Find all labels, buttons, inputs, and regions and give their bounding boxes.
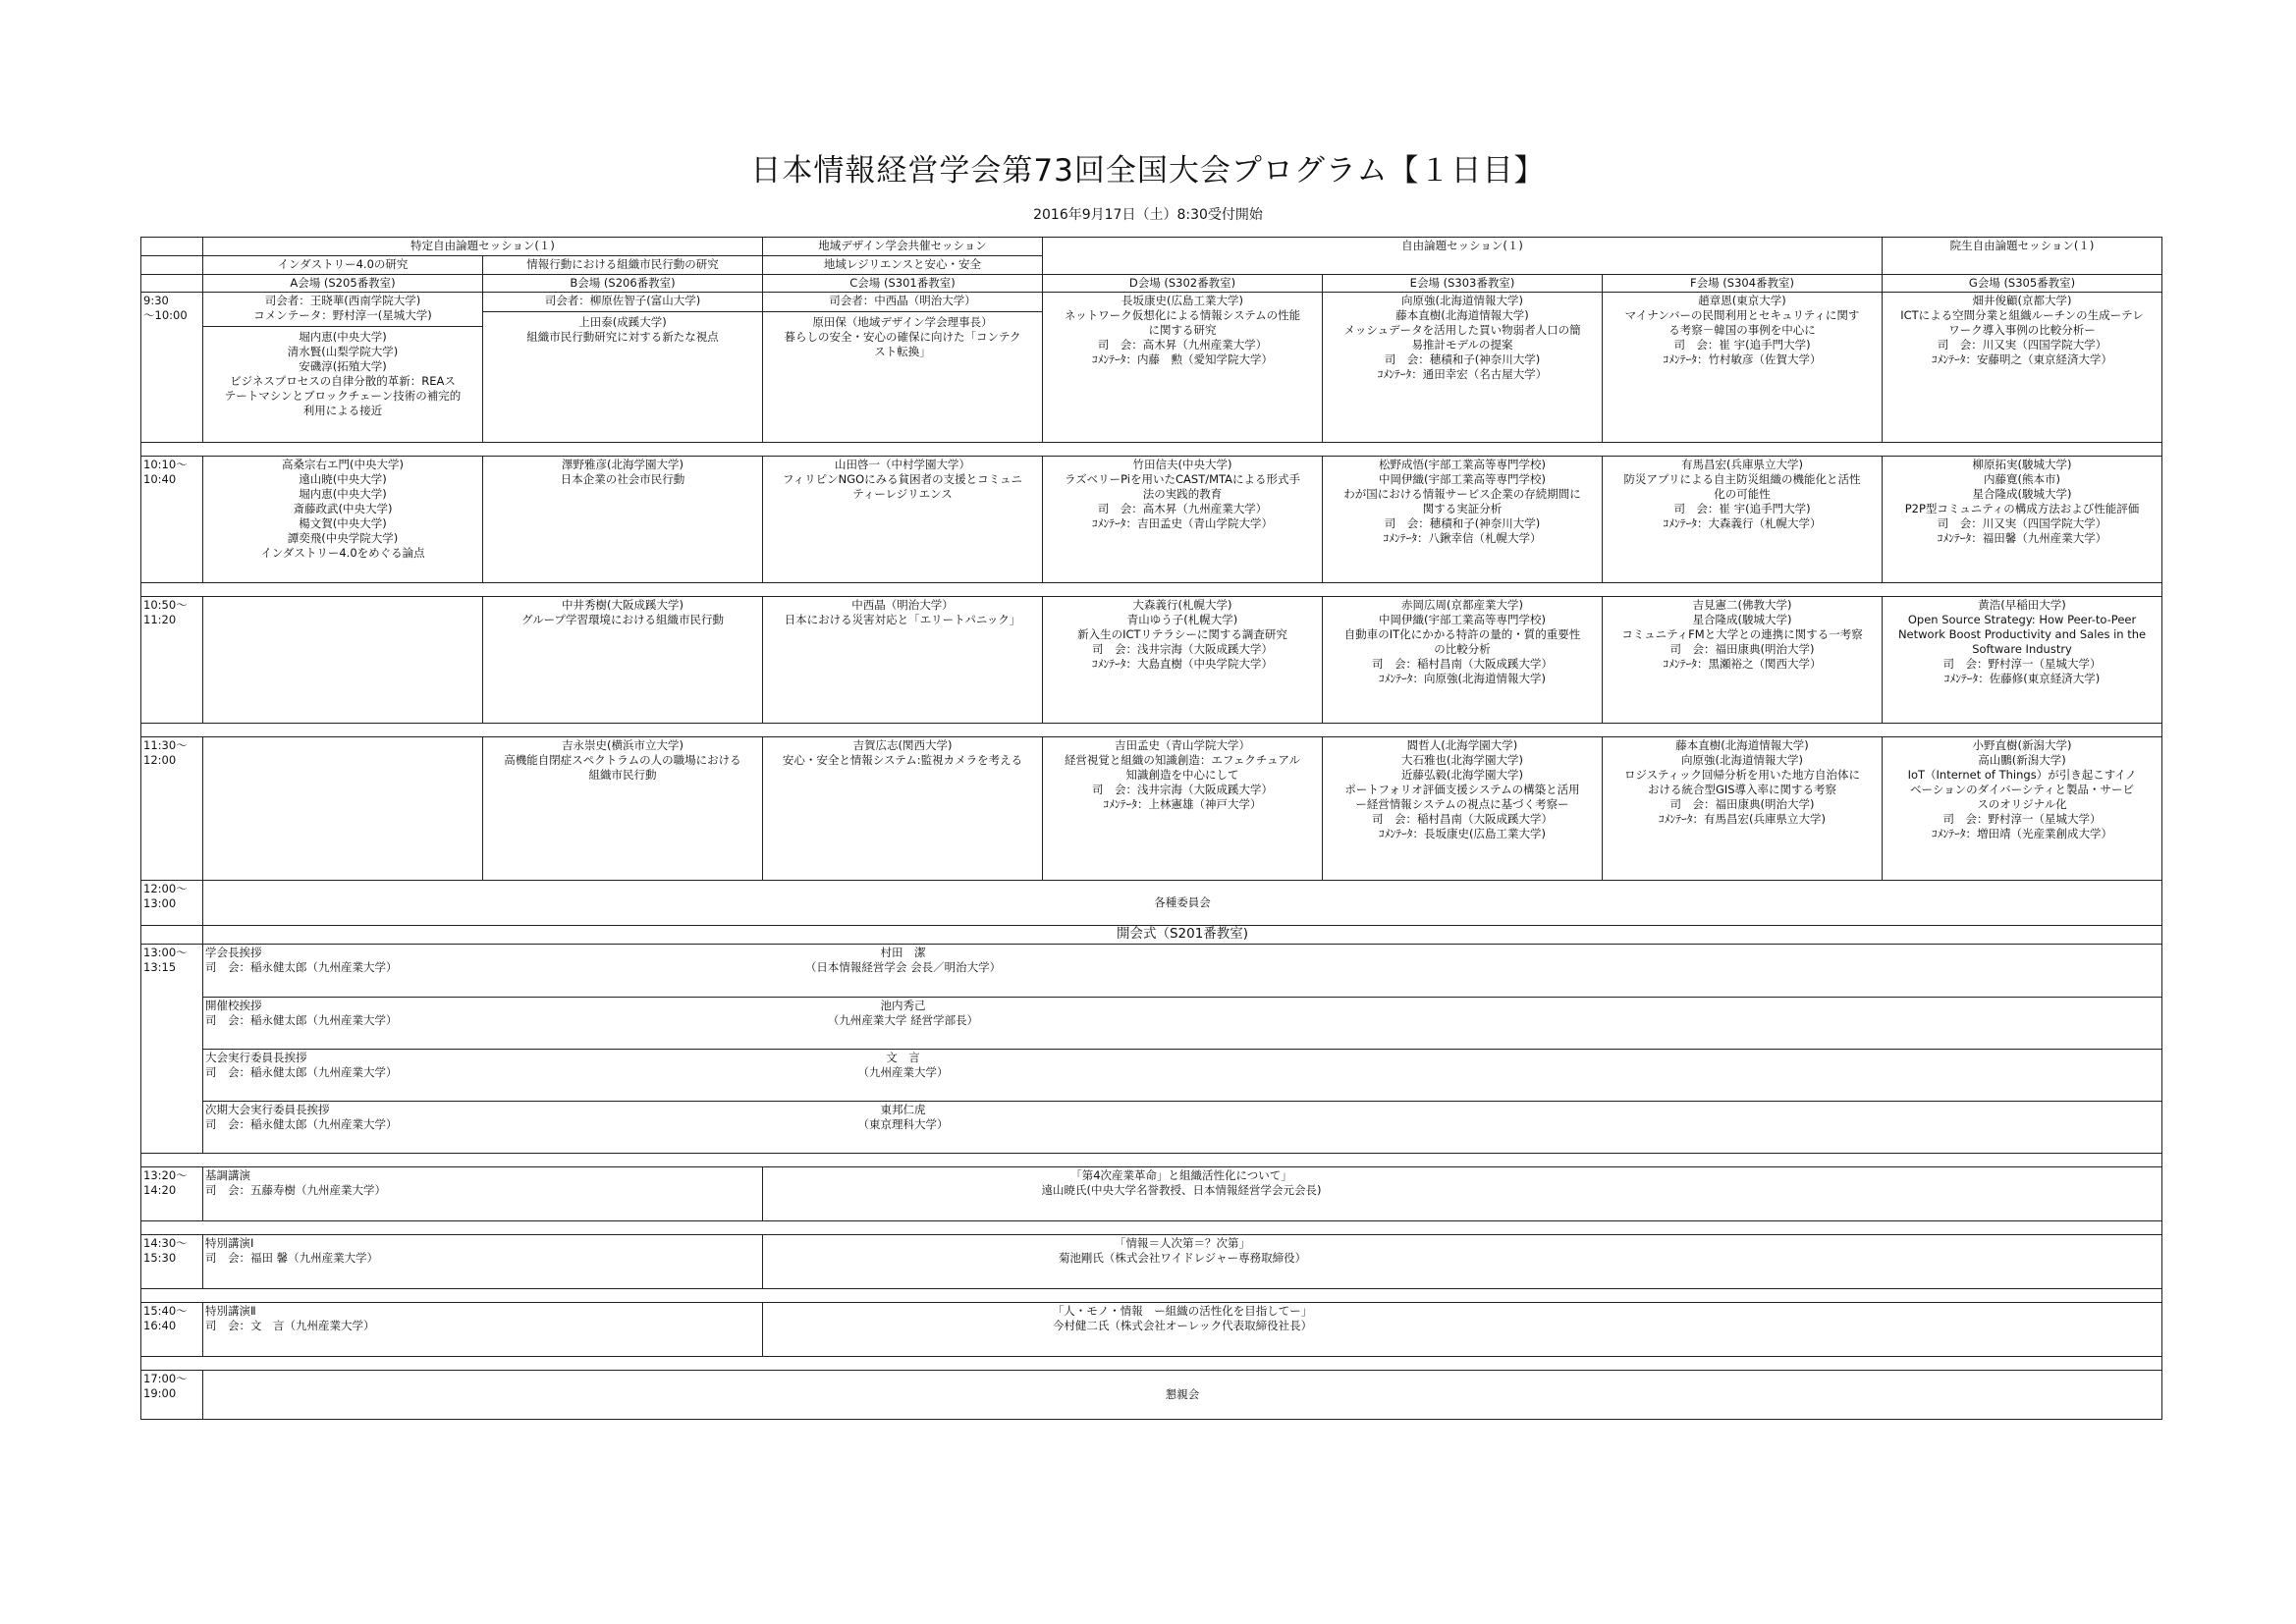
session-slot3-e xyxy=(1323,597,1603,724)
session-line: 高機能自閉症スペクトラムの人の職場における xyxy=(504,753,741,767)
header-corner-2 xyxy=(141,256,203,275)
session-line: 司会者：王晓華(西南学院大学) xyxy=(264,294,421,307)
session-line: 易推計モデルの提案 xyxy=(1411,338,1513,352)
opening-name: 池内秀己 xyxy=(880,998,926,1012)
session-line: ｺﾒﾝﾃｰﾀ：通田幸宏（名古屋大学） xyxy=(1377,367,1548,381)
session-line: わが国における情報サービス企業の存続期間に xyxy=(1343,487,1581,501)
session-line: スト転換」 xyxy=(874,345,931,358)
room-header-b: B会場 (S206番教室) xyxy=(483,275,763,293)
session-line: 近藤弘毅(北海学園大学) xyxy=(1401,768,1523,782)
opening-blank xyxy=(1603,945,2162,997)
session-line: 中井秀樹(大阪成蹊大学) xyxy=(562,598,683,612)
time-party: 17:00～ 19:00 xyxy=(141,1371,203,1420)
session-line: 関する実証分析 xyxy=(1422,502,1503,515)
session-line: 司 会：稲村昌南（大阪成蹊大学） xyxy=(1372,657,1553,671)
session-line: メッシュデータを活用した買い物弱者人口の簡 xyxy=(1343,323,1581,337)
time-lunch: 12:00～ 13:00 xyxy=(141,881,203,926)
session-line: 司 会：崔 宇(追手門大学) xyxy=(1673,502,1811,515)
session-line: 司 会：福田康典(明治大学) xyxy=(1669,642,1815,656)
session-line: 経営視覚と組織の知識創造：エフェクチュアル xyxy=(1064,753,1301,767)
opening-affil: （東京理科大学） xyxy=(857,1116,949,1131)
theme-b: 情報行動における組織市民行動の研究 xyxy=(483,256,763,275)
session-line: ｺﾒﾝﾃｰﾀ：大島直樹（中央学院大学） xyxy=(1092,657,1273,671)
session-line: ワーク導入事例の比較分析ー xyxy=(1948,323,2096,337)
session-line: 組織市民行動 xyxy=(588,768,657,782)
session-line: の比較分析 xyxy=(1434,642,1491,656)
time-slot4 xyxy=(141,737,203,881)
session-slot3-a xyxy=(203,597,483,724)
track-special-header: 特定自由論題セッション(１) xyxy=(203,238,763,256)
session-line: 堀内恵(中央大学) xyxy=(299,330,387,344)
header-corner xyxy=(141,238,203,256)
session-line: に関する研究 xyxy=(1148,323,1217,337)
session-slot4-e xyxy=(1323,737,1603,881)
session-line: 10:50～ xyxy=(143,598,188,612)
special1-role: 特別講演Ⅰ 司 会：福田 馨（九州産業大学） xyxy=(203,1235,763,1289)
session-slot2-g xyxy=(1883,457,2162,583)
session-slot1-b xyxy=(483,293,763,443)
room-header-a: A会場 (S205番教室) xyxy=(203,275,483,293)
session-slot1-a xyxy=(203,293,483,443)
opening-speaker-0 xyxy=(483,945,1323,997)
session-line: 10:40 xyxy=(143,472,177,486)
session-line: 吉永崇史(横浜市立大学) xyxy=(562,738,683,752)
session-line: 利用による接近 xyxy=(302,404,383,417)
session-line: 10:10～ xyxy=(143,458,188,471)
session-line: 藤本直樹(北海道情報大学) xyxy=(1395,308,1529,322)
room-header-d: D会場 (S302番教室) xyxy=(1043,275,1323,293)
session-line: 黄浩(早稲田大学) xyxy=(1978,598,2066,612)
session-line: Open Source Strategy: How Peer-to-Peer xyxy=(1907,613,2137,626)
opening-chair: 司 会：稲永健太郎（九州産業大学） xyxy=(205,960,398,974)
session-line: 組織市民行動研究に対する新たな視点 xyxy=(526,330,719,344)
session-line: 斎藤政武(中央大学) xyxy=(293,502,393,515)
session-line: ｺﾒﾝﾃｰﾀ：八鍬幸信（札幌大学） xyxy=(1383,531,1542,545)
session-line: ラズベリーPiを用いたCAST/MTAによる形式手 xyxy=(1064,472,1301,486)
track-regional-header: 地域デザイン学会共催セッション xyxy=(763,238,1043,256)
session-line: 11:20 xyxy=(143,613,177,626)
session-line: 堀内恵(中央大学) xyxy=(299,487,387,501)
session-line: 畑井俊顧(京都大学) xyxy=(1972,294,2072,307)
session-slot4-a xyxy=(203,737,483,881)
session-slot2-a xyxy=(203,457,483,583)
session-line: 星合隆成(駿城大学) xyxy=(1692,613,1792,626)
session-line: ｺﾒﾝﾃｰﾀ：黒瀬裕之（関西大学） xyxy=(1663,657,1822,671)
divider xyxy=(483,311,762,312)
session-line: 12:00 xyxy=(143,753,177,767)
session-line: 新入生のICTリテラシーに関する調査研究 xyxy=(1077,627,1287,641)
opening-affil: （九州産業大学） xyxy=(857,1064,949,1079)
session-line: 司 会：野村淳一（星城大学） xyxy=(1942,812,2102,826)
session-slot3-g xyxy=(1883,597,2162,724)
page-subtitle: 2016年9月17日（土）8:30受付開始 xyxy=(1033,207,1263,223)
session-line: ビジネスプロセスの自律分散的革新：REAス xyxy=(230,374,456,388)
session-line: ｺﾒﾝﾃｰﾀ：向原強(北海道情報大学) xyxy=(1379,672,1546,685)
session-line: 大石雅也(北海学園大学) xyxy=(1401,753,1523,767)
session-line: 司 会：高木昇（九州産業大学） xyxy=(1097,338,1268,352)
session-line: 日本企業の社会市民行動 xyxy=(560,472,685,486)
session-slot2-d xyxy=(1043,457,1323,583)
special2-role: 特別講演Ⅱ 司 会：文 言（九州産業大学） xyxy=(203,1303,763,1357)
session-slot4-g xyxy=(1883,737,2162,881)
session-line: 自動車のIT化にかかる特許の量的・質的重要性 xyxy=(1343,627,1581,641)
session-line: 山田啓一（中村学園大学） xyxy=(835,458,970,471)
session-line: 清水賢(山梨学院大学) xyxy=(287,345,399,358)
opening-chair: 司 会：稲永健太郎（九州産業大学） xyxy=(205,1116,398,1131)
session-line: 原田保（地域デザイン学会理事長） xyxy=(812,315,993,329)
committee-meetings: 各種委員会 xyxy=(203,881,2162,926)
session-line: 暮らしの安全・安心の確保に向けた「コンテク xyxy=(784,330,1021,344)
program-table xyxy=(140,237,2162,1420)
session-line: 譚奕飛(中央学院大学) xyxy=(287,531,399,545)
session-line: 内藤寛(熊本市) xyxy=(1984,472,2061,486)
opening-blank xyxy=(1603,1101,2162,1153)
opening-role: 次期大会実行委員長挨拶 xyxy=(205,1102,330,1116)
session-line: ｺﾒﾝﾃｰﾀ：増田靖（光産業創成大学） xyxy=(1932,827,2113,840)
session-line: 中西晶（明治大学） xyxy=(851,598,954,612)
session-line: 青山ゆう子(札幌大学) xyxy=(1126,613,1238,626)
session-line: 閻哲人(北海学園大学) xyxy=(1406,738,1518,752)
opening-speaker-1 xyxy=(483,997,1323,1049)
opening-subtable xyxy=(203,945,2162,1153)
divider xyxy=(763,311,1042,312)
session-line: インダストリー4.0をめぐる論点 xyxy=(260,546,425,560)
session-line: 吉田孟史（青山学院大学） xyxy=(1115,738,1250,752)
opening-corner xyxy=(141,926,203,945)
opening-speeches xyxy=(203,945,2162,1154)
time-slot3 xyxy=(141,597,203,724)
session-slot3-d xyxy=(1043,597,1323,724)
opening-name: 文 言 xyxy=(886,1050,920,1064)
session-slot1-c xyxy=(763,293,1043,443)
divider xyxy=(203,326,482,327)
session-slot1-d xyxy=(1043,293,1323,443)
theme-a: インダストリー4.0の研究 xyxy=(203,256,483,275)
session-line: ポートフォリオ評価支援システムの構築と活用 xyxy=(1344,783,1580,796)
session-line: 司 会：穂積和子(神奈川大学) xyxy=(1384,352,1541,366)
session-line: テートマシンとブロックチェーン技術の補完的 xyxy=(224,389,462,403)
session-slot4-f xyxy=(1603,737,1883,881)
session-line: 柳原拓実(駿城大学) xyxy=(1972,458,2072,471)
session-line: 遠山暁(中央大学) xyxy=(299,472,387,486)
session-line: 大森義行(札幌大学) xyxy=(1132,598,1232,612)
session-line: 星合隆成(駿城大学) xyxy=(1972,487,2072,501)
opening-blank xyxy=(1603,1049,2162,1101)
opening-role: 開催校挨拶 xyxy=(205,998,262,1012)
session-line: ICTによる空間分業と組織ルーチンの生成ーテレ xyxy=(1900,308,2144,322)
session-line: スのオリジナル化 xyxy=(1977,797,2067,811)
time-slot2 xyxy=(141,457,203,583)
session-line: 9:30 xyxy=(143,294,169,307)
session-line: マイナンバーの民間利用とセキュリティに関す xyxy=(1624,308,1860,322)
session-line: 化の可能性 xyxy=(1714,487,1771,501)
session-line: る考察－韓国の事例を中心に xyxy=(1668,323,1816,337)
session-slot3-c xyxy=(763,597,1043,724)
session-line: P2P型コミュニティの構成方法および性能評価 xyxy=(1904,502,2140,515)
session-line: グループ学習環境における組織市民行動 xyxy=(520,613,725,626)
session-line: 司 会：川又実（四国学院大学） xyxy=(1937,516,2107,530)
session-slot4-b xyxy=(483,737,763,881)
session-line: ｺﾒﾝﾃｰﾀ：上林憲雄（神戸大学） xyxy=(1103,797,1262,811)
session-slot2-e xyxy=(1323,457,1603,583)
session-line: 藤本直樹(北海道情報大学) xyxy=(1675,738,1809,752)
session-line: ｺﾒﾝﾃｰﾀ：安藤明之（東京経済大学） xyxy=(1932,352,2113,366)
session-line: 日本における災害対応と「エリートパニック」 xyxy=(784,613,1021,626)
session-line: Network Boost Productivity and Sales in the xyxy=(1897,627,2147,641)
opening-chair: 司 会：稲永健太郎（九州産業大学） xyxy=(205,1012,398,1027)
session-line: ー経営情報システムの視点に基づく考察ー xyxy=(1355,797,1569,811)
session-line: 司 会：浅井宗海（大阪成蹊大学） xyxy=(1092,642,1273,656)
session-line: 高山鵬(新潟大学) xyxy=(1978,753,2066,767)
session-line: 高桑宗右エ門(中央大学) xyxy=(282,458,404,471)
session-line: 小野直樹(新潟大学) xyxy=(1972,738,2072,752)
session-line: ｺﾒﾝﾃｰﾀ：長坂康史(広島工業大学) xyxy=(1379,827,1546,840)
session-line: ネットワーク仮想化による情報システムの性能 xyxy=(1064,308,1301,322)
session-line: 中岡伊織(宇部工業高等専門学校) xyxy=(1379,472,1546,486)
session-line: 司会者：柳原佐智子(富山大学) xyxy=(544,294,701,307)
opening-name: 東邦仁虎 xyxy=(880,1102,926,1116)
session-line: コミュニティFMと大学との連携に関する一考察 xyxy=(1621,627,1863,641)
session-line: 11:30～ xyxy=(143,738,188,752)
session-line: ｺﾒﾝﾃｰﾀ：大森義行（札幌大学） xyxy=(1663,516,1822,530)
session-slot3-b xyxy=(483,597,763,724)
session-line: 司 会：高木昇（九州産業大学） xyxy=(1097,502,1268,515)
session-line: 吉見憲二(佛教大学) xyxy=(1692,598,1792,612)
session-line: 司 会：稲村昌南（大阪成蹊大学） xyxy=(1372,812,1553,826)
opening-role: 学会長挨拶 xyxy=(205,946,262,959)
session-slot2-c xyxy=(763,457,1043,583)
session-line: 司 会：野村淳一（星城大学） xyxy=(1942,657,2102,671)
keynote-talk: 「第4次産業革命」と組織活性化について」 遠山暁氏(中央大学名誉教授、日本情報経営学会元会長) xyxy=(483,1167,1883,1221)
session-line: フィリピンNGOにみる貧困者の支援とコミュニ xyxy=(783,472,1022,486)
keynote-role: 基調講演 司 会：五藤寿樹（九州産業大学） xyxy=(203,1167,763,1221)
session-line: IoT（Internet of Things）が引き起こすイノ xyxy=(1907,768,2137,782)
opening-ceremony-header: 開会式（S201番教室) xyxy=(203,926,2162,945)
opening-affil: （九州産業大学 経営学部長） xyxy=(827,1012,979,1027)
session-line: ｺﾒﾝﾃｰﾀ：有馬昌宏(兵庫県立大学) xyxy=(1659,812,1826,826)
session-line: 司 会：崔 宇(追手門大学) xyxy=(1673,338,1811,352)
session-line: 司 会：福田康典(明治大学) xyxy=(1669,797,1815,811)
session-line: 安磯淳(拓殖大学) xyxy=(299,359,387,373)
reception: 懇親会 xyxy=(203,1371,2162,1420)
session-line: ｺﾒﾝﾃｰﾀ：吉田孟史（青山学院大学） xyxy=(1092,516,1273,530)
session-line: 楊文賀(中央大学) xyxy=(299,516,387,530)
session-line: 司会者：中西晶（明治大学） xyxy=(829,294,976,307)
session-line: 澤野雅彦(北海学園大学) xyxy=(562,458,683,471)
session-line: ティーレジリエンス xyxy=(852,487,953,501)
session-slot3-f xyxy=(1603,597,1883,724)
session-line: ｺﾒﾝﾃｰﾀ：佐藤修(東京経済大学) xyxy=(1943,672,2101,685)
session-line: 向原強(北海道情報大学) xyxy=(1401,294,1523,307)
time-opening: 13:00～ 13:15 xyxy=(141,945,203,1154)
time-slot1 xyxy=(141,293,203,443)
track-grad-header: 院生自由論題セッション(１) xyxy=(1883,238,2162,275)
opening-blank xyxy=(1603,997,2162,1049)
theme-c: 地域レジリエンスと安心・安全 xyxy=(763,256,1043,275)
session-line: おける統合型GIS導入率に関する考察 xyxy=(1647,783,1837,796)
session-line: ～10:00 xyxy=(143,308,188,322)
special2-talk: 「人・モノ・情報 ー組織の活性化を目指してー」 今村健二氏（株式会社オーレック代表取締役社長） xyxy=(483,1303,1883,1357)
time-keynote: 13:20～ 14:20 xyxy=(141,1167,203,1221)
session-line: 司 会：浅井宗海（大阪成蹊大学） xyxy=(1092,783,1273,796)
session-line: 竹田信夫(中央大学) xyxy=(1132,458,1232,471)
session-slot2-f xyxy=(1603,457,1883,583)
session-line: 上田泰(成蹊大学) xyxy=(578,315,667,329)
session-line: 司 会：穂積和子(神奈川大学) xyxy=(1384,516,1541,530)
time-special1: 14:30～ 15:30 xyxy=(141,1235,203,1289)
session-line: ベーションのダイバーシティと製品・サービ xyxy=(1910,783,2134,796)
session-line: 趙章恩(東京大学) xyxy=(1698,294,1786,307)
opening-chair: 司 会：稲永健太郎（九州産業大学） xyxy=(205,1064,398,1079)
session-line: 有馬昌宏(兵庫県立大学) xyxy=(1681,458,1803,471)
session-slot4-d xyxy=(1043,737,1323,881)
session-line: 司 会：川又実（四国学院大学） xyxy=(1937,338,2107,352)
room-header-g: G会場 (S305番教室) xyxy=(1883,275,2162,293)
session-line: 法の実践的教育 xyxy=(1142,487,1223,501)
session-line: 知識創造を中心にして xyxy=(1125,768,1239,782)
session-slot2-b xyxy=(483,457,763,583)
session-line: ロジスティック回帰分析を用いた地方自治体に xyxy=(1624,768,1861,782)
opening-speaker-3 xyxy=(483,1101,1323,1153)
session-line: 安心・安全と情報システム:監視カメラを考える xyxy=(782,753,1023,767)
page-title: 日本情報経営学会第73回全国大会プログラム【１日目】 xyxy=(750,153,1546,189)
session-line: 赤岡広周(京都産業大学) xyxy=(1401,598,1523,612)
session-slot1-e xyxy=(1323,293,1603,443)
session-slot1-f xyxy=(1603,293,1883,443)
session-line: 吉賀広志(関西大学) xyxy=(852,738,953,752)
track-free-header: 自由論題セッション(１) xyxy=(1043,238,1883,275)
opening-name: 村田 潔 xyxy=(880,946,926,959)
room-header-c: C会場 (S301番教室) xyxy=(763,275,1043,293)
session-line: コメンテータ：野村淳一(星城大学) xyxy=(253,308,432,322)
opening-speaker-2 xyxy=(483,1049,1323,1101)
session-slot1-g xyxy=(1883,293,2162,443)
room-header-e: E会場 (S303番教室) xyxy=(1323,275,1603,293)
opening-affil: （日本情報経営学会 会長／明治大学） xyxy=(804,960,1002,974)
time-special2: 15:40～ 16:40 xyxy=(141,1303,203,1357)
header-corner-3 xyxy=(141,275,203,293)
session-line: 向原強(北海道情報大学) xyxy=(1681,753,1803,767)
session-line: 防災アプリによる自主防災組織の機能化と活性 xyxy=(1623,472,1861,486)
session-line: 長坂康史(広島工業大学) xyxy=(1121,294,1243,307)
session-line: 中岡伊織(宇部工業高等専門学校) xyxy=(1379,613,1546,626)
session-slot4-c xyxy=(763,737,1043,881)
session-line: ｺﾒﾝﾃｰﾀ：内藤 勲（愛知学院大学） xyxy=(1092,352,1273,366)
session-line: Software Industry xyxy=(1972,642,2072,656)
session-line: 松野成悟(宇部工業高等専門学校) xyxy=(1379,458,1546,471)
session-line: ｺﾒﾝﾃｰﾀ：竹村敏彦（佐賀大学） xyxy=(1663,352,1822,366)
special1-talk: 「情報＝人次第＝？次第」 菊池剛氏（株式会社ワイドレジャー専務取締役） xyxy=(483,1235,1883,1289)
opening-role: 大会実行委員長挨拶 xyxy=(205,1050,307,1064)
room-header-f: F会場 (S304番教室) xyxy=(1603,275,1883,293)
session-line: ｺﾒﾝﾃｰﾀ：福田馨（九州産業大学） xyxy=(1937,531,2107,545)
